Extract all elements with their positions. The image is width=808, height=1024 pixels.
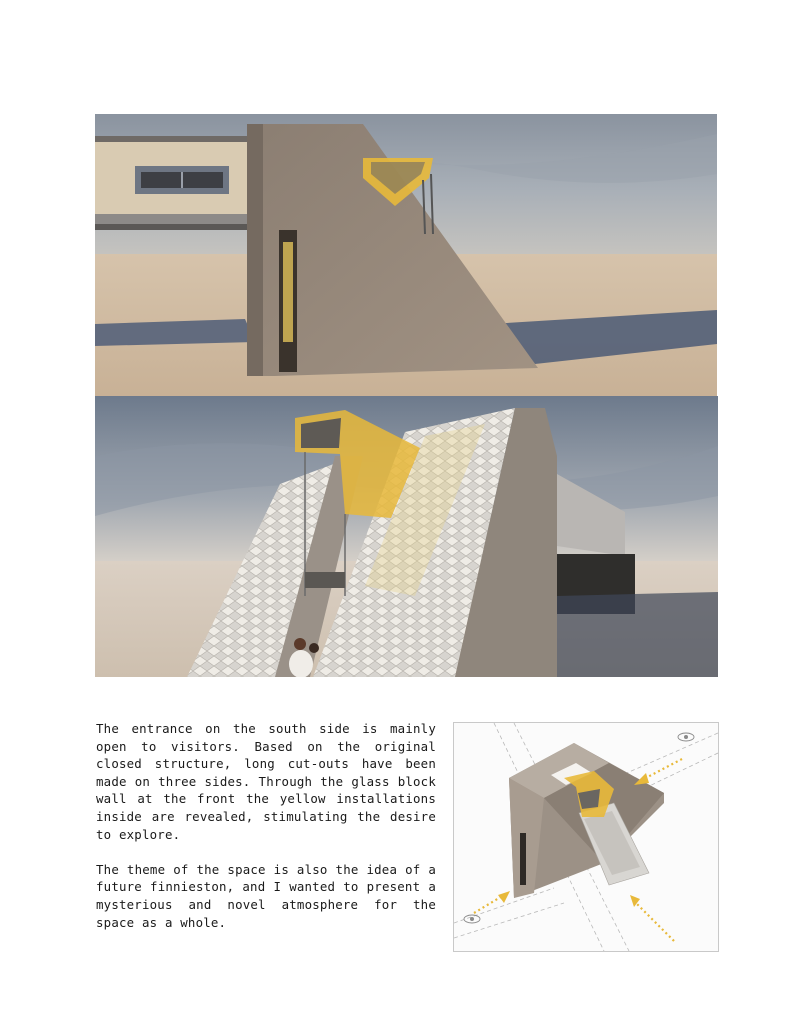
top-render-image (95, 114, 717, 396)
paragraph-entrance: The entrance on the south side is mainly open to visitors. Based on the original closed structure, long cut-outs have been made on three sides. Through the glass block wall at the front the yellow installations inside are revealed, stimulating the desire to explore. (96, 721, 436, 842)
side-view-illustration (95, 114, 717, 396)
bottom-render-image (95, 396, 718, 677)
paragraph-theme: The theme of the space is also the idea of a future finnieston, and I wanted to present a mysterious and novel atmosphere for the space as a whole. (96, 861, 436, 930)
eye-icon (678, 733, 694, 741)
diagram-illustration (454, 723, 718, 951)
description-text (96, 720, 436, 949)
axonometric-diagram (453, 722, 719, 952)
entrance-view-illustration (95, 396, 718, 677)
eye-icon (464, 915, 480, 923)
